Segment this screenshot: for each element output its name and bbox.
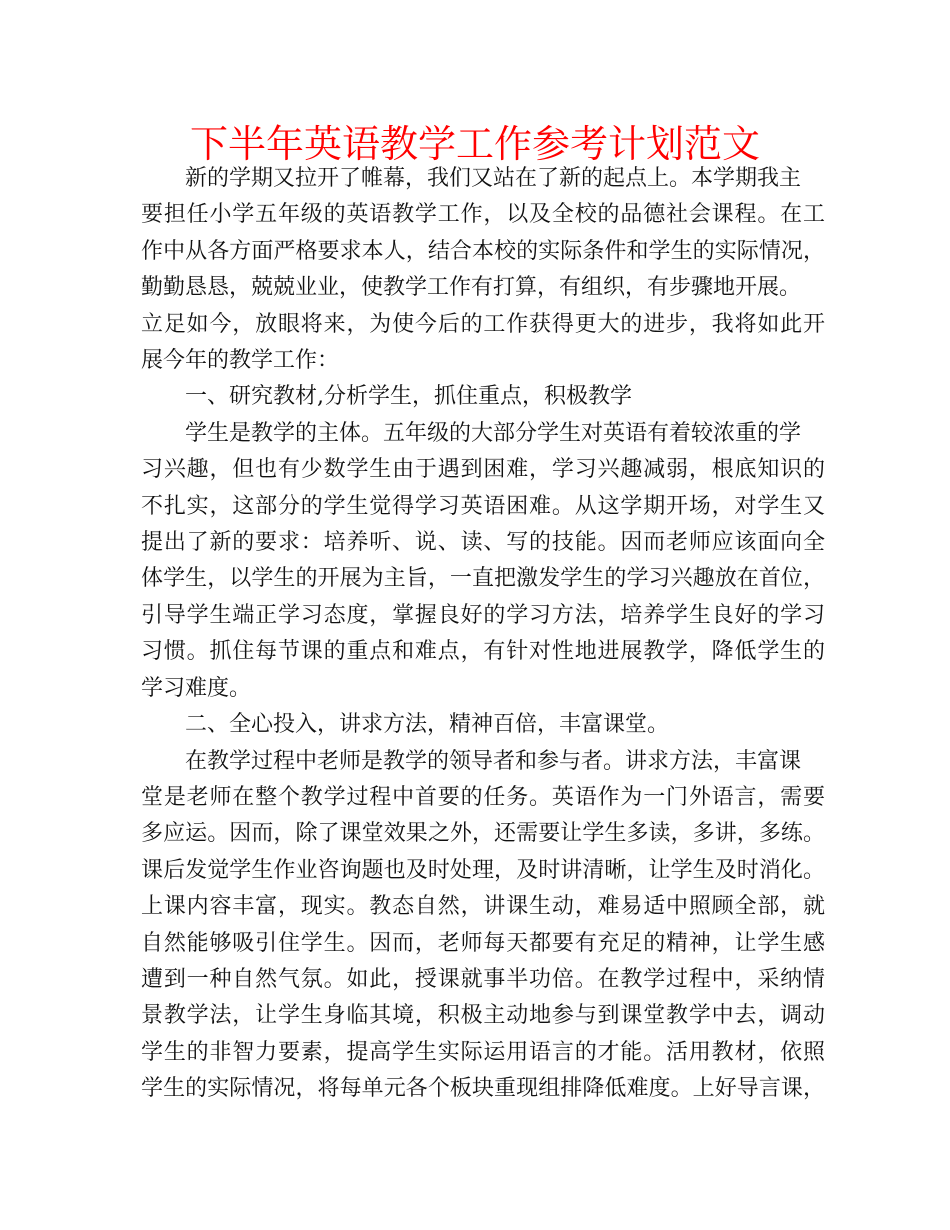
body-line: 学生的实际情况，将每单元各个板块重现组排降低难度。上好导言课， — [141, 1076, 825, 1102]
body-line: 提出了新的要求：培养听、说、读、写的技能。因而老师应该面向全 — [141, 530, 825, 556]
body-line: 作中从各方面严格要求本人，结合本校的实际条件和学生的实际情况， — [141, 238, 825, 264]
body-line: 学习难度。 — [141, 675, 252, 701]
body-line: 立足如今，放眼将来，为使今后的工作获得更大的进步，我将如此开 — [141, 311, 825, 337]
body-line: 堂是老师在整个教学过程中首要的任务。英语作为一门外语言，需要 — [141, 784, 825, 810]
body-line: 上课内容丰富，现实。教态自然，讲课生动，难易适中照顾全部，就 — [141, 894, 825, 920]
body-line: 习兴趣，但也有少数学生由于遇到困难，学习兴趣减弱，根底知识的 — [141, 457, 825, 483]
body-line: 勤勤恳恳，兢兢业业，使教学工作有打算，有组织，有步骤地开展。 — [141, 275, 802, 301]
body-line: 景教学法，让学生身临其境，积极主动地参与到课堂教学中去，调动 — [141, 1003, 825, 1029]
body-line: 新的学期又拉开了帷幕，我们又站在了新的起点上。本学期我主 — [185, 166, 802, 191]
section-heading: 二、全心投入，讲求方法，精神百倍，丰富课堂。 — [185, 712, 670, 738]
body-line: 体学生，以学生的开展为主旨，一直把激发学生的学习兴趣放在首位， — [141, 566, 825, 592]
document-body — [141, 161, 825, 1108]
body-line: 要担任小学五年级的英语教学工作，以及全校的品德社会课程。在工 — [141, 202, 825, 228]
body-line: 不扎实，这部分的学生觉得学习英语困难。从这学期开场，对学生又 — [141, 493, 825, 519]
document-title: 下半年英语教学工作参考计划范文 — [189, 122, 760, 166]
body-line: 习惯。抓住每节课的重点和难点，有针对性地进展教学，降低学生的 — [141, 639, 825, 665]
body-line: 自然能够吸引住学生。因而，老师每天都要有充足的精神，让学生感 — [141, 930, 825, 956]
body-line: 展今年的教学工作： — [141, 348, 340, 374]
body-line: 在教学过程中老师是教学的领导者和参与者。讲求方法，丰富课 — [185, 748, 802, 774]
body-line: 学生是教学的主体。五年级的大部分学生对英语有着较浓重的学 — [185, 420, 802, 446]
body-line: 学生的非智力要素，提高学生实际运用语言的才能。活用教材，依照 — [141, 1039, 825, 1065]
section-heading: 一、研究教材,分析学生，抓住重点，积极教学 — [185, 384, 632, 410]
body-line: 引导学生端正学习态度，掌握良好的学习方法，培养学生良好的学习 — [141, 602, 825, 628]
body-line: 多应运。因而，除了课堂效果之外，还需要让学生多读，多讲，多练。 — [141, 821, 825, 847]
body-line: 课后发觉学生作业咨询题也及时处理，及时讲清晰，让学生及时消化。 — [141, 857, 825, 883]
body-line: 遭到一种自然气氛。如此，授课就事半功倍。在教学过程中，采纳情 — [141, 966, 825, 992]
